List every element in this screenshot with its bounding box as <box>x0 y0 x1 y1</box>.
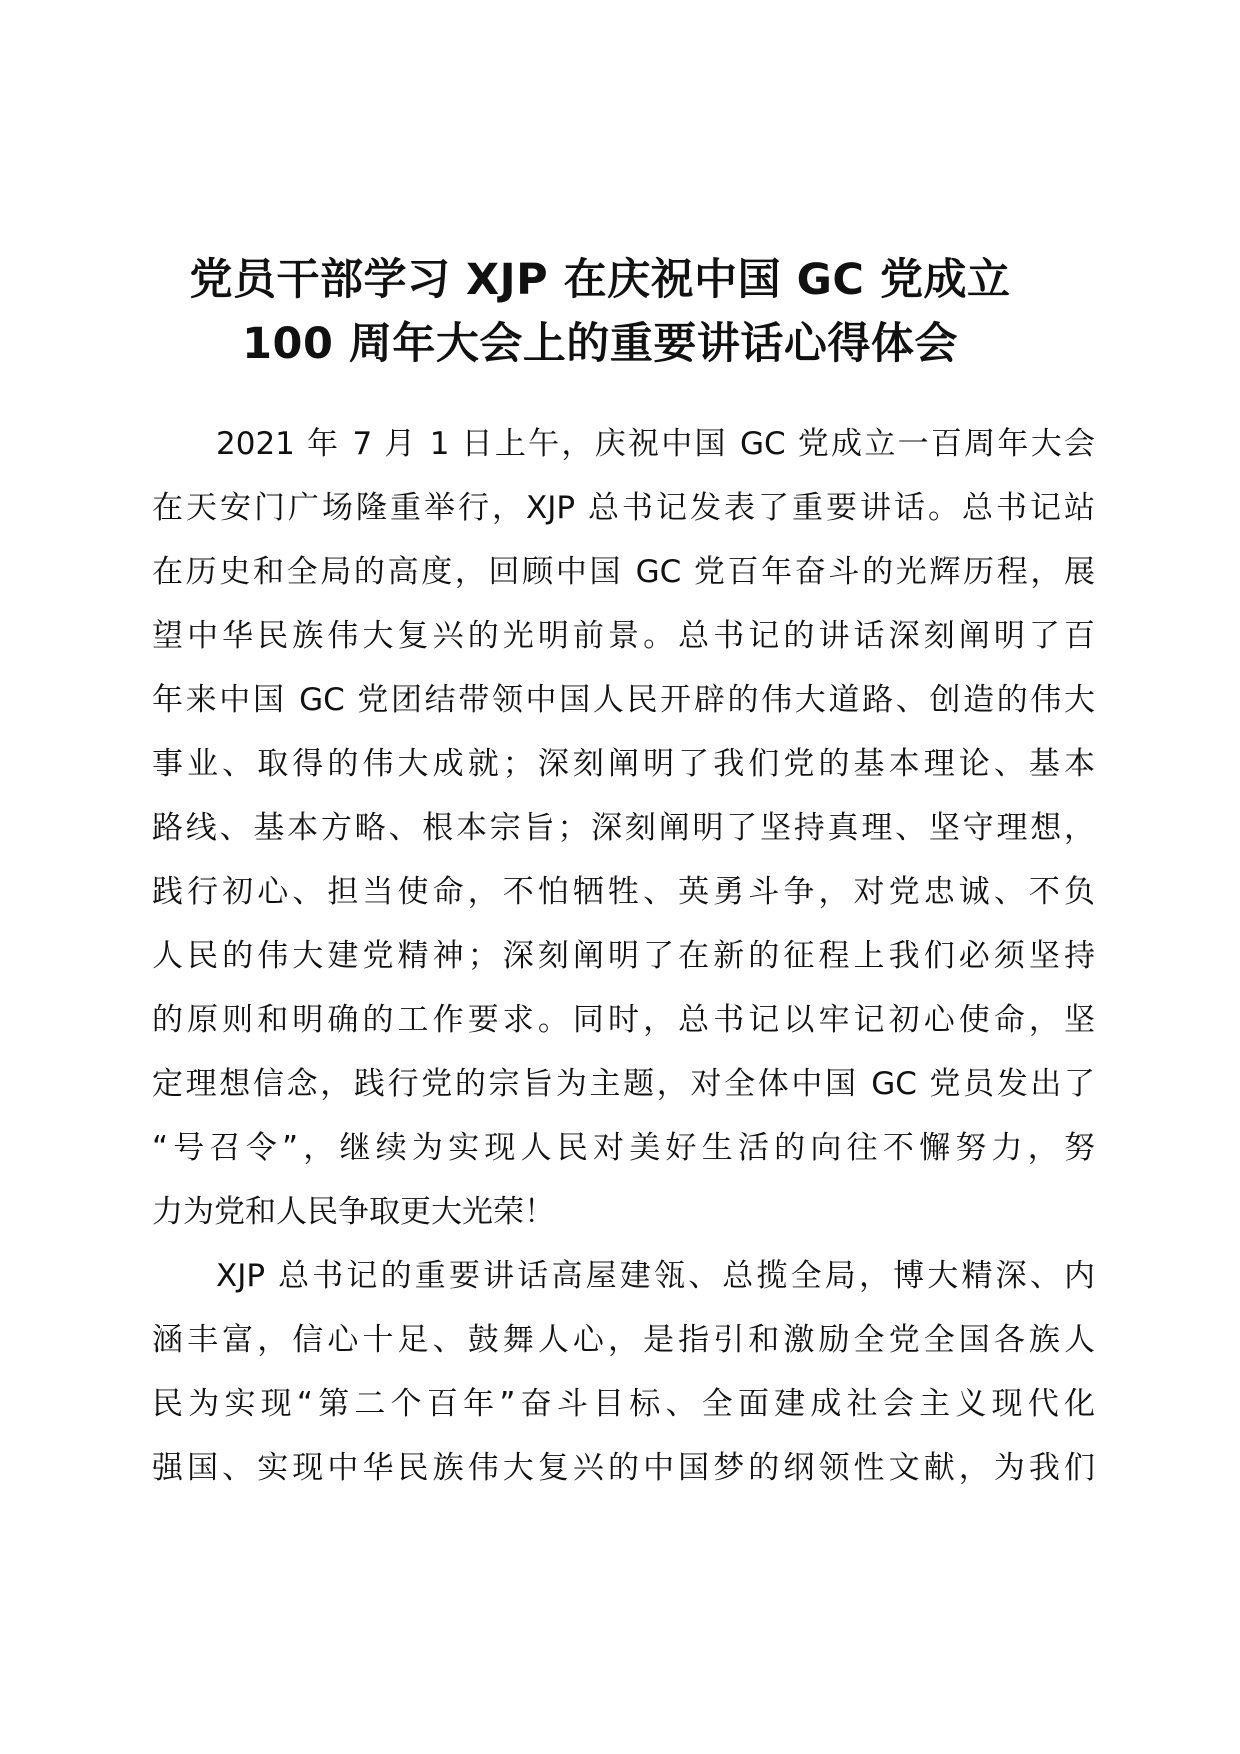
paragraph-line: XJP 总书记的重要讲话高屋建瓴、总揽全局，博大精深、内 <box>216 1258 1095 1294</box>
paragraph-line: 的原则和明确的工作要求。同时，总书记以牢记初心使命，坚 <box>152 1002 1095 1038</box>
paragraph-line: 力为党和人民争取更大光荣！ <box>152 1194 555 1230</box>
title-line-2: 100 周年大会上的重要讲话心得体会 <box>242 319 958 369</box>
paragraph-line: 事业、取得的伟大成就；深刻阐明了我们党的基本理论、基本 <box>152 746 1095 782</box>
title-line-1: 党员干部学习 XJP 在庆祝中国 GC 党成立 <box>189 255 1011 305</box>
paragraph-line: 在天安门广场隆重举行，XJP 总书记发表了重要讲话。总书记站 <box>152 490 1095 526</box>
paragraph-line: 望中华民族伟大复兴的光明前景。总书记的讲话深刻阐明了百 <box>152 618 1095 654</box>
document-title <box>150 248 1050 376</box>
paragraph-line: 涵丰富，信心十足、鼓舞人心，是指引和激励全党全国各族人 <box>152 1322 1095 1358</box>
paragraph-line: 年来中国 GC 党团结带领中国人民开辟的伟大道路、创造的伟大 <box>152 682 1095 718</box>
paragraph-1 <box>152 412 1095 1244</box>
paragraph-line: 民为实现“第二个百年”奋斗目标、全面建成社会主义现代化 <box>152 1386 1095 1422</box>
paragraph-line: “号召令”，继续为实现人民对美好生活的向往不懈努力，努 <box>152 1130 1095 1166</box>
document-body <box>152 412 1095 1500</box>
paragraph-line: 强国、实现中华民族伟大复兴的中国梦的纲领性文献，为我们 <box>152 1450 1095 1486</box>
paragraph-2 <box>152 1244 1095 1500</box>
paragraph-line: 践行初心、担当使命，不怕牺牲、英勇斗争，对党忠诚、不负 <box>152 874 1095 910</box>
paragraph-line: 2021 年 7 月 1 日上午，庆祝中国 GC 党成立一百周年大会 <box>216 426 1095 462</box>
paragraph-line: 人民的伟大建党精神；深刻阐明了在新的征程上我们必须坚持 <box>152 938 1095 974</box>
paragraph-line: 路线、基本方略、根本宗旨；深刻阐明了坚持真理、坚守理想， <box>152 810 1095 846</box>
paragraph-line: 在历史和全局的高度，回顾中国 GC 党百年奋斗的光辉历程，展 <box>152 554 1095 590</box>
paragraph-line: 定理想信念，践行党的宗旨为主题，对全体中国 GC 党员发出了 <box>152 1066 1095 1102</box>
